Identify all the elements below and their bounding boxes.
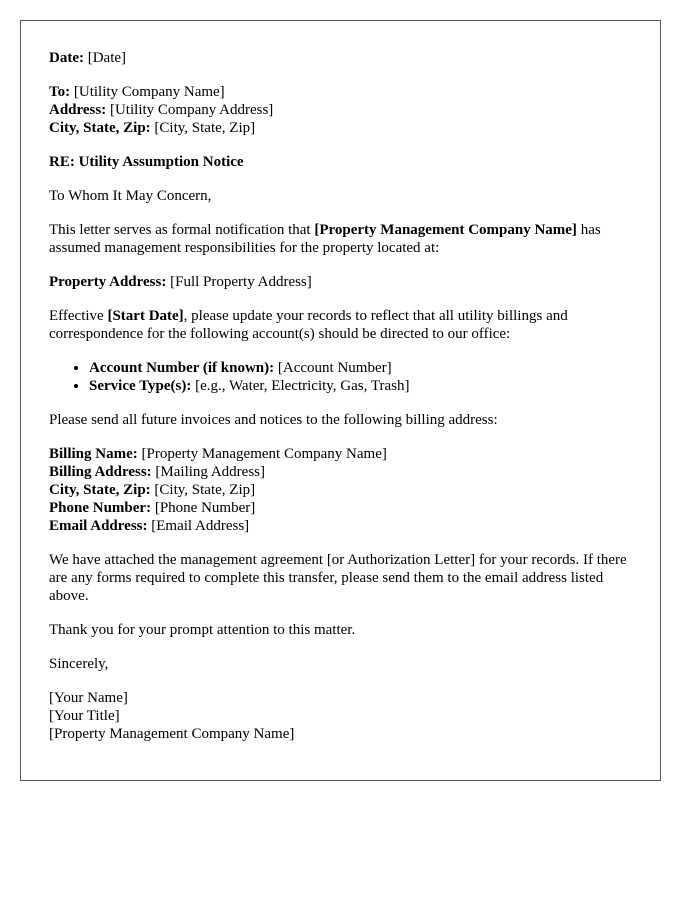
recipient-block: To: [Utility Company Name] Address: [Utility Company Address] City, State, Zip: [City, State, Zip]	[49, 84, 274, 136]
account-list	[49, 359, 632, 395]
letter	[20, 20, 661, 781]
date-line: Date: [Date]	[49, 50, 127, 66]
property-address: Property Address: [Full Property Address]	[49, 274, 312, 290]
intro-paragraph: This letter serves as formal notification that [Property Management Company Name] has assumed management responsibilities for the property located at:	[49, 222, 601, 256]
list-item: • Account Number (if known): [Account Number]	[89, 359, 632, 377]
salutation: To Whom It May Concern,	[49, 188, 212, 204]
signature-block: [Your Name] [Your Title] [Property Management Company Name]	[49, 690, 295, 742]
subject-line: RE: Utility Assumption Notice	[49, 154, 244, 170]
attachment-paragraph: We have attached the management agreement [or Authorization Letter] for your records. If there are any forms required to complete this transfer, please send them to the email address listed above.	[49, 552, 627, 604]
list-item: • Service Type(s): [e.g., Water, Electricity, Gas, Trash]	[89, 377, 632, 395]
closing: Sincerely,	[49, 656, 109, 672]
billing-intro: Please send all future invoices and notices to the following billing address:	[49, 412, 498, 428]
effective-paragraph: Effective [Start Date], please update your records to reflect that all utility billings and correspondence for the following account(s) should be directed to our office:	[49, 308, 568, 342]
billing-block: Billing Name: [Property Management Company Name] Billing Address: [Mailing Address] City, State, Zip: [City, State, Zip] Phone Number: [Phone Number] Email Address: [Email Address]	[49, 446, 387, 534]
thanks-paragraph: Thank you for your prompt attention to this matter.	[49, 622, 356, 638]
